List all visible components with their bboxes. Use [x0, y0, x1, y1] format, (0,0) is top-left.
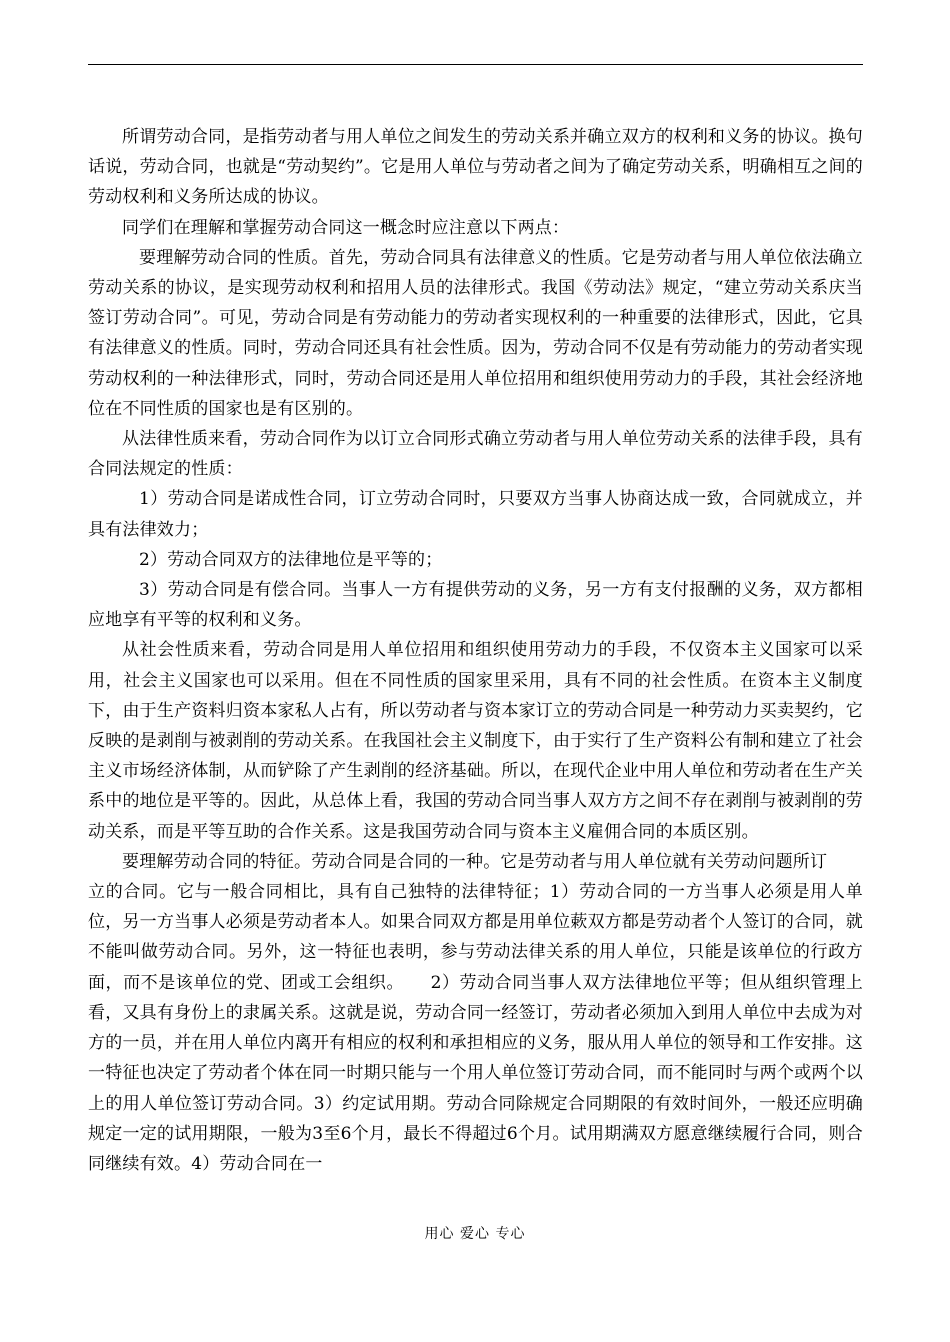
paragraph-legal-nature: 从法律性质来看，劳动合同作为以订立合同形式确立劳动者与用人单位劳动关系的法律手段，具有合同法规定的性质： — [88, 429, 863, 480]
paragraph-definition: 所谓劳动合同，是指劳动者与用人单位之间发生的劳动关系并确立双方的权利和义务的协议。换句话说，劳动合同，也就是“劳动契约”。它是用人单位与劳动者之间为了确定劳动关系，明确相互之间的劳动权利和义务所达成的协议。 — [88, 127, 863, 208]
paragraph-notes-intro: 同学们在理解和掌握劳动合同这一概念时应注意以下两点： — [122, 217, 570, 238]
list-item-1: 1）劳动合同是诺成性合同，订立劳动合同时，只要双方当事人协商达成一致，合同就成立，并具有法律效力； — [88, 489, 863, 540]
list-item-2: 2）劳动合同双方的法律地位是平等的； — [139, 549, 443, 570]
paragraph-features: 立的合同。它与一般合同相比，具有自己独特的法律特征；1）劳动合同的一方当事人必须是用人单位，另一方当事人必须是劳动者本人。如果合同双方都是用单位蔌双方都是劳动者个人签订的合同，就不能叫做劳动合同。另外，这一特征也表明，参与劳动法律关系的用人单位，只能是该单位的行政方面，而不是该单位的党、团或工会组织。 2）劳动合同当事人双方法律地位平等；但从组织管理上看，又具有身份上的隶属关系。这就是说，劳动合同一经签订，劳动者必须加入到用人单位中去成为对方的一员，并在用人单位内离开有相应的权利和承担相应的义务，服从用人单位的领导和工作安排。这一特征也决定了劳动者个体在同一时期只能与一个用人单位签订劳动合同，而不能同时与两个或两个以上的用人单位签订劳动合同。3）约定试用期。劳动合同除规定合同期限的有效时间外，一般还应明确规定一定的试用期限，一般为3至6个月，最长不得超过6个月。试用期满双方愿意继续履行合同，则合同继续有效。4）劳动合同在一 — [88, 882, 863, 1174]
paragraph-social-nature: 从社会性质来看，劳动合同是用人单位招用和组织使用劳动力的手段，不仅资本主义国家可以采用，社会主义国家也可以采用。但在不同性质的国家里采用，具有不同的社会性质。在资本主义制度下，由于生产资料归资本家私人占有，所以劳动者与资本家订立的劳动合同是一种劳动力买卖契约，它反映的是剥削与被剥削的劳动关系。在我国社会主义制度下，由于实行了生产资料公有制和建立了社会主义市场经济体制，从而铲除了产生剥削的经济基础。所以，在现代企业中用人单位和劳动者在生产关系中的地位是平等的。因此，从总体上看，我国的劳动合同当事人双方方之间不存在剥削与被剥削的劳动关系，而是平等互助的合作关系。这是我国劳动合同与资本主义雇佣合同的本质区别。 — [88, 640, 863, 842]
paragraph-nature: 要理解劳动合同的性质。首先，劳动合同具有法律意义的性质。它是劳动者与用人单位依法确立劳动关系的协议，是实现劳动权利和招用人员的法律形式。我国《劳动法》规定，“建立劳动关系庆当签订劳动合同”。可见，劳动合同是有劳动能力的劳动者实现权利的一种重要的法律形式，因此，它具有法律意义的性质。同时，劳动合同还具有社会性质。因为，劳动合同不仅是有劳动能力的劳动者实现劳动权利的一种法律形式，同时，劳动合同还是用人单位招用和组织使用劳动力的手段，其社会经济地位在不同性质的国家也是有区别的。 — [88, 247, 863, 419]
document-body — [88, 122, 863, 1179]
header-rule — [88, 64, 863, 65]
list-item-3: 3）劳动合同是有偿合同。当事人一方有提供劳动的义务，另一方有支付报酬的义务，双方都相应地享有平等的权利和义务。 — [88, 580, 863, 631]
page-footer: 用心 爱心 专心 — [424, 1226, 526, 1242]
paragraph-features-intro: 要理解劳动合同的特征。劳动合同是合同的一种。它是劳动者与用人单位就有关劳动问题所订 — [122, 851, 828, 872]
